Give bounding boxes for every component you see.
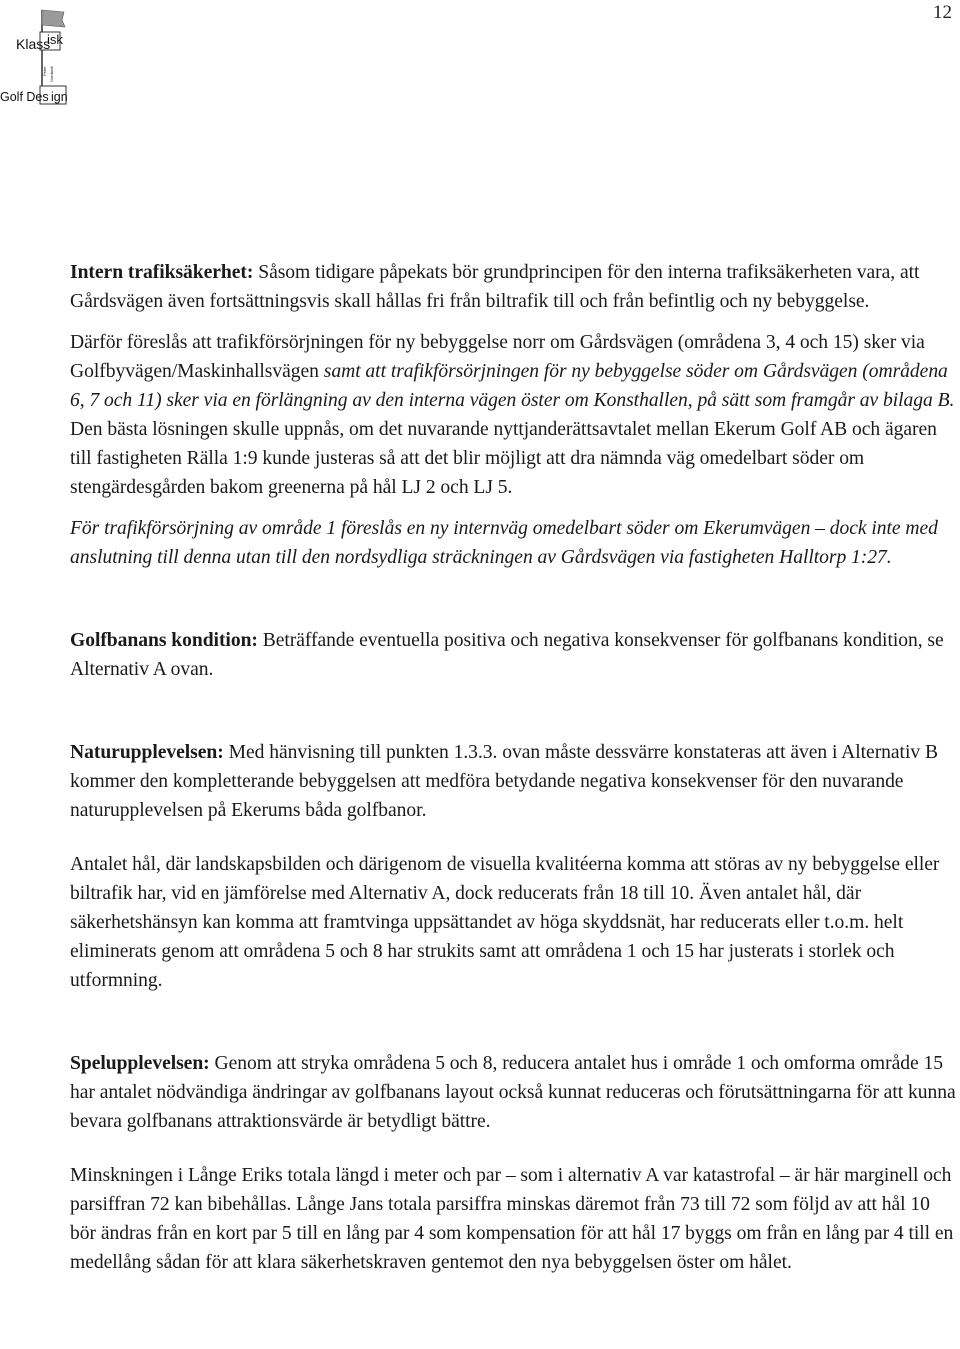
paragraph-intern-trafiksakerhet — [70, 258, 958, 316]
klassisk-golf-design-logo — [0, 6, 80, 108]
heading-intern-trafiksakerhet: Intern trafiksäkerhet: — [70, 262, 254, 283]
golfbanans-kondition-text: Beträffande eventuella positiva och negativa konsekvenser för golfbanans kondition, se Alternativ A ovan. — [70, 630, 944, 680]
paragraph-antalet-hal — [70, 850, 958, 995]
paragraph-naturupplevelsen — [70, 738, 958, 825]
heading-golfbanans-kondition: Golfbanans kondition: — [70, 630, 258, 651]
heading-spelupplevelsen: Spelupplevelsen: — [70, 1053, 210, 1074]
logo-word-2: isk — [47, 32, 63, 47]
heading-naturupplevelsen: Naturupplevelsen: — [70, 742, 224, 763]
antalet-hal-text: Antalet hål, där landskapsbilden och därigenom de visuella kvalitéerna komma att störas av ny bebyggelse eller biltrafik har, vid en jämförelse med Alternativ A, dock reducerats från 18 till 10. Även antalet hål, där säkerhetshänsyn kan komma att framtvinga uppsättandet av höga skyddsnät, har reducerats eller t.o.m. helt eliminerats genom att områdena 5 och 8 har strukits samt att områdena 1 och 15 har justerats i storlek och utformning. — [70, 854, 940, 991]
paragraph-golfbanans-kondition — [70, 626, 958, 684]
naturupplevelsen-text: Med hänvisning till punkten 1.3.3. ovan måste dessvärre konstateras att även i Alternativ B kommer den kompletterande bebyggelsen att medföra betydande negativa konsekvenser för den nuvarande naturupplevelsen på Ekerums båda golfbanor. — [70, 742, 938, 821]
paragraph-spelupplevelsen — [70, 1049, 958, 1136]
omrade-1-text: För trafikförsörjning av område 1 föreslås en ny internväg omedelbart söder om Ekerumvägen – dock inte med anslutning till denna utan till den nordsydliga sträckningen av Gårdsvägen via fastigheten Halltorp 1:27. — [70, 518, 938, 568]
logo-word-3: Golf Des — [0, 90, 49, 104]
logo-word-4: ign — [51, 90, 68, 104]
intern-intro-text: Såsom tidigare påpekats bör grundprincipen för den interna trafiksäkerheten vara, att Gårdsvägen även fortsättningsvis skall hållas fri från biltrafik till och från befintlig och ny bebyggelse. — [70, 262, 920, 312]
minskningen-text: Minskningen i Långe Eriks totala längd i meter och par – som i alternativ A var katastrofal – är här marginell och parsiffran 72 kan bibehållas. Långe Jans totala parsiffra minskas däremot från 73 till 72 som följd av att hål 10 bör ändras från en kort par 5 till en lång par 4 som kompensation för att hål 17 byggs om från en lång par 4 till en medellång sådan för att klara säkerhetskraven gentemot den nya bebyggelsen öster om hålet. — [70, 1165, 954, 1273]
paragraph-trafikforsorjning — [70, 328, 958, 502]
spelupplevelsen-text: Genom att stryka områdena 5 och 8, reducera antalet hus i område 1 och omforma område 15 har antalet nödvändiga ändringar av golfbanans layout också kunnat reduceras och förutsättningarna för att kunna bevara golfbanans attraktionsvärde är betydligt bättre. — [70, 1053, 956, 1132]
logo-small-text-2: Nordwall — [49, 66, 54, 82]
logo-small-text-1: Peter — [42, 66, 47, 76]
page-number: 12 — [933, 2, 952, 23]
trafikforsorjning-text-italic: samt att trafikförsörjningen för ny bebyggelse söder om Gårdsvägen (områdena 6, 7 och 11) sker via en förlängning av den interna vägen öster om Konsthallen, på sätt som framgår av bilaga B. — [70, 361, 955, 411]
document-body — [70, 258, 958, 1277]
flag-icon — [42, 10, 65, 27]
logo-graphic — [0, 6, 80, 108]
paragraph-minskningen — [70, 1161, 958, 1277]
trafikforsorjning-text-a: Därför föreslås att trafikförsörjningen för ny bebyggelse norr om Gårdsvägen (områdena 3, 4 och 15) sker via Golfbyvägen/Maskinhallsvägen — [70, 332, 925, 382]
paragraph-omrade-1 — [70, 514, 958, 572]
logo-word-1: Klass — [16, 36, 51, 52]
trafikforsorjning-text-c: Den bästa lösningen skulle uppnås, om det nuvarande nyttjanderättsavtalet mellan Ekerum Golf AB och ägaren till fastigheten Rälla 1:9 kunde justeras så att det blir möjligt att dra nämnda väg omedelbart söder om stengärdesgården bakom greenerna på hål LJ 2 och LJ 5. — [70, 419, 937, 498]
